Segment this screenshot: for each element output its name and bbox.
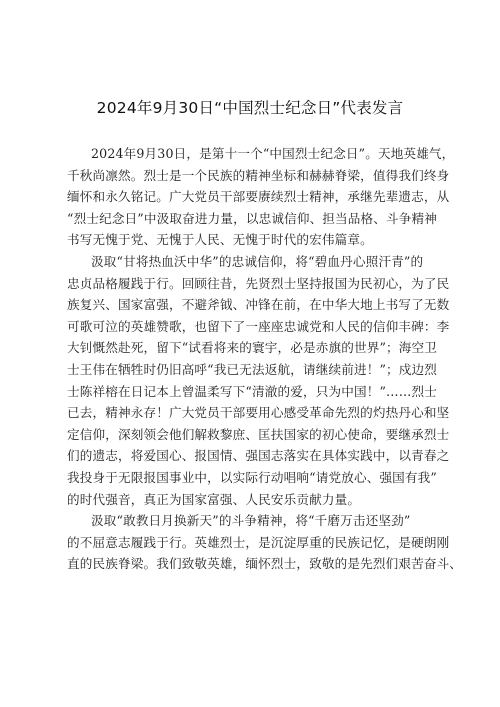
paragraph-line: 汲取“敢教日月换新天”的斗争精神，将“千磨万击还坚劲” (91, 513, 411, 529)
paragraph-line: 忠贞品格履践于行。回顾往昔，先贤烈士坚持报国为民初心，为了民 (67, 275, 450, 291)
paragraph-3 (67, 510, 463, 575)
paragraph-1 (67, 143, 455, 251)
paragraph-line: 的不屈意志履践于行。英雄烈士，是沉淀厚重的民族记忆，是硬朗刚 (67, 534, 450, 550)
paragraph-line: 书写无愧于党、无愧于人民、无愧于时代的宏伟篇章。 (67, 232, 373, 248)
paragraph-line: 大钊慨然赴死，留下“试看将来的寰宇，必是赤旗的世界”；海空卫 (67, 340, 438, 356)
paragraph-line: 定信仰，深刻领会他们解救黎庶、匡扶国家的初心使命，要继承烈士 (67, 426, 450, 442)
paragraph-2 (67, 251, 450, 510)
document-body (67, 143, 463, 575)
paragraph-line: 2024年9月30日，是第十一个“中国烈士纪念日”。天地英雄气， (91, 146, 455, 161)
document-title: 2024年9月30日“中国烈士纪念日”代表发言 (96, 99, 404, 117)
paragraph-line: 族复兴、国家富强，不避斧钺、冲锋在前，在中华大地上书写了无数 (67, 297, 450, 313)
paragraph-line: 汲取“甘将热血沃中华”的忠诚信仰，将“碧血丹心照汗青”的 (91, 253, 424, 269)
paragraph-line: 的时代强音，真正为国家富强、人民安乐贡献力量。 (67, 491, 361, 507)
paragraph-line: 们的遗志，将爱国心、报国情、强国志落实在具体实践中，以青春之 (67, 448, 450, 464)
paragraph-line: 可歌可泣的英雄赞歌，也留下了一座座忠诚党和人民的信仰丰碑：李 (67, 318, 450, 334)
paragraph-line: 直的民族脊梁。我们致敬英雄，缅怀烈士，致敬的是先烈们艰苦奋斗、 (67, 556, 463, 572)
paragraph-line: 士陈祥榕在日记本上曾温柔写下“清澈的爱，只为中国！”……烈士 (67, 383, 438, 399)
paragraph-line: 缅怀和永久铭记。广大党员干部要赓续烈士精神，承继先辈遗志，从 (67, 189, 450, 205)
paragraph-line: 已去，精神永存！广大党员干部要用心感受革命先烈的灼热丹心和坚 (67, 405, 450, 421)
paragraph-line: “烈士纪念日”中汲取奋进力量，以忠诚信仰、担当品格、斗争精神 (67, 210, 438, 226)
paragraph-line: 士王伟在牺牲时仍旧高呼“我已无法返航，请继续前进！”；戍边烈 (67, 361, 438, 377)
paragraph-line: 我投身于无限报国事业中，以实际行动唱响“请党放心、强国有我” (67, 469, 438, 485)
paragraph-line: 千秋尚凛然。烈士是一个民族的精神坐标和赫赫脊梁，值得我们终身 (67, 167, 450, 183)
